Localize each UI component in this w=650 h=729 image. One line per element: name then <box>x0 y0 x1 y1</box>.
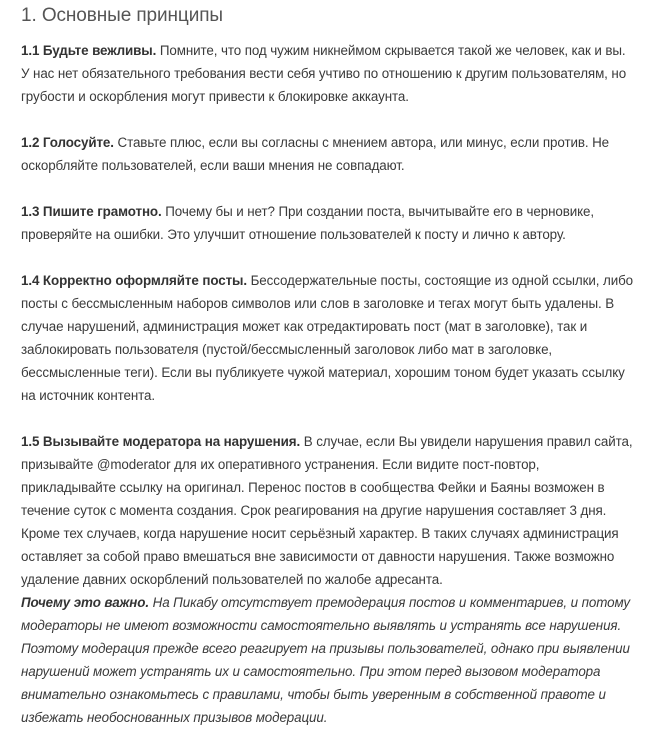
rule-section-1-4 <box>21 269 636 407</box>
rule-paragraph <box>21 200 636 246</box>
rule-text: В случае, если Вы увидели нарушения правил сайта, призывайте @moderator для их оперативного устранения. Если видите пост-повтор, прикладывайте ссылку на оригинал. Перенос постов в сообщества Фейки и Баяны возможен в течение суток с момента создания. Срок реагирования на другие нарушения составляет 3 дня. Кроме тех случаев, когда нарушение носит серьёзный характер. В таких случаях администрация оставляет за собой право вмешаться вне зависимости от давности нарушения. Также возможно удаление давних оскорблений пользователей по жалобе адресанта. <box>21 434 633 587</box>
rule-section-1-2 <box>21 131 636 177</box>
rule-note-text: На Пикабу отсутствует премодерация постов и комментариев, и потому модераторы не имеют возможности самостоятельно выявлять и устранять все нарушения. Поэтому модерация прежде всего реагирует на призывы пользователей, однако при выявлении нарушений может устранять их и самостоятельно. При этом перед вызовом модератора внимательно ознакомьтесь с правилами, чтобы быть уверенным в собственной правоте и избежать необоснованных призывов модерации. <box>21 595 631 725</box>
rule-paragraph <box>21 269 636 407</box>
rule-text: Ставьте плюс, если вы согласны с мнением автора, или минус, если против. Не оскорбляйте пользователей, если ваши мнения не совпадают. <box>21 135 610 173</box>
rule-note-heading: Почему это важно. <box>21 595 149 610</box>
rule-heading: 1.1 Будьте вежливы. <box>21 43 157 58</box>
rule-heading: 1.5 Вызывайте модератора на нарушения. <box>21 434 301 449</box>
rule-note-paragraph <box>21 591 636 729</box>
rule-heading: 1.3 Пишите грамотно. <box>21 204 162 219</box>
rule-paragraph <box>21 39 636 108</box>
rule-heading: 1.2 Голосуйте. <box>21 135 114 150</box>
rule-paragraph <box>21 430 636 591</box>
rule-section-1-3 <box>21 200 636 246</box>
rule-section-1-5 <box>21 430 636 729</box>
rule-section-1-1 <box>21 39 636 108</box>
rule-heading: 1.4 Корректно оформляйте посты. <box>21 273 247 288</box>
rule-text: Почему бы и нет? При создании поста, вычитывайте его в черновике, проверяйте на ошибки. Это улучшит отношение пользователей к посту и лично к автору. <box>21 204 595 242</box>
rule-text: Бессодержательные посты, состоящие из одной ссылки, либо посты с бессмысленным наборов символов или слов в заголовке и тегах могут быть удалены. В случае нарушений, администрация может как отредактировать пост (мат в заголовке), так и заблокировать пользователя (пустой/бессмысленный заголовок либо мат в заголовке, бессмысленные теги). Если вы публикуете чужой материал, хорошим тоном будет указать ссылку на источник контента. <box>21 273 634 403</box>
rule-paragraph <box>21 131 636 177</box>
rule-text: Помните, что под чужим никнеймом скрывается такой же человек, как и вы. У нас нет обязательного требования вести себя учтиво по отношению к другим пользователям, но грубости и оскорбления могут привести к блокировке аккаунта. <box>21 43 627 104</box>
page-title: 1. Основные принципы <box>21 5 223 26</box>
